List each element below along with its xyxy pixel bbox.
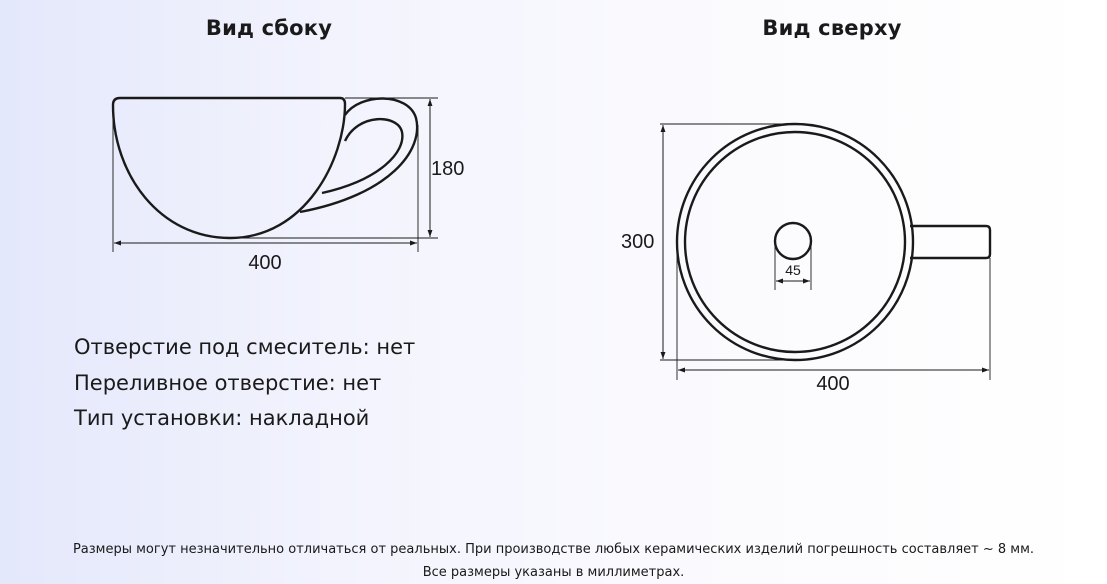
drain-diameter-label: 45 (785, 262, 801, 278)
top-view-title: Вид сверху (762, 16, 902, 40)
spec-value: нет (342, 370, 382, 395)
handle-outline (300, 98, 417, 212)
top-height-label: 300 (621, 231, 655, 253)
spec-installation-type (74, 401, 415, 437)
spec-value: нет (376, 335, 416, 359)
spec-label: Отверстие под смеситель: (74, 335, 370, 359)
handle-top-outline (910, 226, 990, 258)
side-view-drawing (113, 98, 438, 252)
spec-faucet-hole (74, 330, 415, 366)
bowl-rim-outer (677, 124, 913, 360)
side-width-label: 400 (248, 252, 282, 274)
drain-hole (775, 223, 811, 259)
footnote-line-1: Размеры могут незначительно отличаться от реальных. При производстве любых керамических изделий погрешность составляет ~ 8 мм. (72, 542, 1035, 557)
spec-label: Переливное отверстие: (74, 370, 336, 395)
side-height-label: 180 (431, 158, 465, 180)
top-view-drawing (660, 124, 990, 380)
spec-overflow-hole (74, 366, 415, 402)
footnote-line-2: Все размеры указаны в миллиметрах. (422, 565, 685, 580)
side-view-title: Вид сбоку (205, 16, 333, 40)
specifications-list (74, 330, 415, 437)
spec-label: Тип установки: (74, 406, 243, 430)
bowl-outline (113, 98, 345, 238)
bowl-rim-inner (685, 132, 905, 352)
footnote (0, 538, 1107, 584)
top-width-label: 400 (816, 373, 850, 395)
spec-value: накладной (249, 406, 370, 430)
